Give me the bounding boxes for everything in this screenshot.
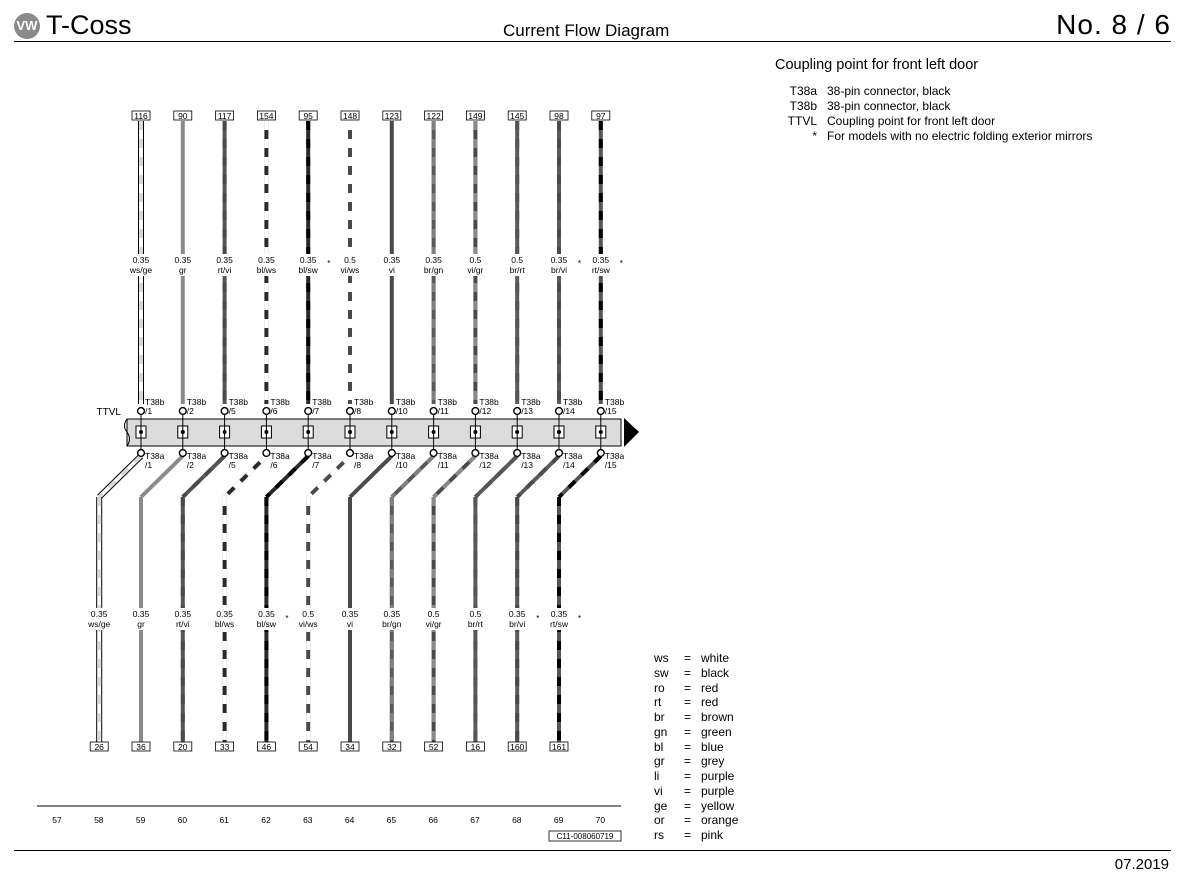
pin-socket-icon bbox=[556, 450, 563, 457]
wire-colour-label: bl/ws bbox=[214, 619, 235, 629]
bottom-ref-label: 16 bbox=[470, 742, 481, 752]
bottom-ref-label: 46 bbox=[261, 742, 272, 752]
brand-name: T-Coss bbox=[46, 10, 132, 40]
wire-colour-label: br/gn bbox=[382, 619, 402, 629]
pin-socket-icon bbox=[179, 408, 186, 415]
wire-colour-label: ws/ge bbox=[88, 619, 111, 629]
pin-dot-icon bbox=[306, 430, 310, 434]
equals-sign: = bbox=[684, 828, 692, 842]
wire-colour-label: br/vi bbox=[509, 619, 526, 629]
wire-size-label: 0.35 bbox=[550, 255, 568, 265]
top-ref-label: 90 bbox=[178, 111, 188, 121]
top-ref-label: 148 bbox=[342, 111, 358, 121]
bottom-connector-label: T38a bbox=[312, 451, 332, 461]
colour-name: white bbox=[701, 651, 730, 665]
wire-size-label: 0.35 bbox=[216, 255, 233, 265]
reference-code: C11-008060719 bbox=[556, 832, 614, 841]
colour-name: black bbox=[701, 665, 730, 680]
bottom-connector-label: T38a bbox=[521, 451, 541, 461]
legend-code: TTVL bbox=[787, 114, 817, 128]
legend-code: T38b bbox=[789, 99, 817, 113]
colour-name: brown bbox=[701, 710, 734, 724]
column-number: 57 bbox=[52, 815, 62, 825]
pin-dot-icon bbox=[599, 430, 603, 434]
document-number: No. 8 / 6 bbox=[1056, 9, 1171, 40]
pin-socket-icon bbox=[430, 450, 437, 457]
wire-colour-label: gr bbox=[137, 619, 145, 629]
column-number: 66 bbox=[428, 815, 438, 825]
lower-wire bbox=[266, 456, 308, 747]
footer-rule bbox=[14, 850, 1171, 851]
wire-size-label: 0.35 bbox=[174, 255, 192, 265]
pin-socket-icon bbox=[305, 408, 312, 415]
top-connector-label: T38b bbox=[604, 397, 625, 407]
pin-socket-icon bbox=[472, 450, 479, 457]
top-ref-label: 149 bbox=[468, 111, 483, 121]
asterisk-mark: * bbox=[578, 259, 582, 268]
bottom-connector-label: T38a bbox=[395, 451, 416, 461]
legend-text: 38-pin connector, black bbox=[827, 84, 951, 98]
column-number: 60 bbox=[177, 815, 188, 825]
pin-socket-icon bbox=[263, 408, 270, 415]
top-pin-label: /5 bbox=[228, 406, 236, 416]
wire-size-label: 0.35 bbox=[341, 609, 359, 619]
wire-colour-label: vi bbox=[388, 265, 395, 275]
pin-dot-icon bbox=[139, 430, 143, 434]
pin-socket-icon bbox=[263, 450, 270, 457]
top-pin-label: /2 bbox=[186, 406, 194, 416]
top-pin-label: /14 bbox=[563, 406, 575, 416]
vw-logo-icon: VW bbox=[14, 13, 40, 39]
wire-size-label: 0.35 bbox=[258, 255, 275, 265]
equals-sign: = bbox=[684, 783, 692, 798]
pin-dot-icon bbox=[264, 430, 268, 434]
wire-size-label: 0.35 bbox=[383, 609, 401, 619]
legend-title: Coupling point for front left door bbox=[775, 57, 979, 73]
pin-socket-icon bbox=[388, 450, 395, 457]
column-number: 59 bbox=[135, 815, 146, 825]
bottom-pin-label: /8 bbox=[354, 460, 362, 470]
pin-socket-icon bbox=[221, 450, 228, 457]
connector-label-ttvl: TTVL bbox=[96, 407, 121, 418]
top-connector-label: T38b bbox=[186, 397, 207, 407]
bottom-pin-label: /10 bbox=[395, 460, 408, 470]
asterisk-mark: * bbox=[536, 614, 540, 623]
pin-socket-icon bbox=[138, 450, 145, 457]
pin-socket-icon bbox=[597, 450, 604, 457]
pin-socket-icon bbox=[347, 450, 354, 457]
equals-sign: = bbox=[684, 739, 692, 754]
bottom-connector-label: T38a bbox=[145, 451, 165, 461]
lower-wire bbox=[475, 456, 517, 747]
wire-colour-label: br/vi bbox=[550, 265, 568, 275]
bottom-ref-label: 160 bbox=[510, 742, 525, 752]
bottom-ref-label: 26 bbox=[94, 742, 104, 752]
colour-name: red bbox=[701, 680, 719, 695]
wire-size-label: 0.5 bbox=[469, 609, 482, 619]
equals-sign: = bbox=[684, 769, 692, 783]
bottom-pin-label: /2 bbox=[186, 460, 194, 470]
pin-socket-icon bbox=[430, 408, 437, 415]
colour-code: bl bbox=[654, 739, 664, 754]
colour-code: rt bbox=[654, 695, 662, 710]
wire-size-label: 0.35 bbox=[174, 609, 192, 619]
bottom-connector-label: T38a bbox=[270, 451, 290, 461]
top-connector-label: T38b bbox=[312, 397, 332, 407]
bottom-pin-label: /5 bbox=[228, 460, 236, 470]
asterisk-mark: * bbox=[285, 614, 289, 623]
top-ref-label: 145 bbox=[510, 111, 525, 121]
top-ref-label: 95 bbox=[303, 111, 313, 121]
top-connector-label: T38b bbox=[479, 397, 499, 407]
top-pin-label: /11 bbox=[437, 406, 449, 416]
colour-code: br bbox=[654, 710, 665, 724]
pin-socket-icon bbox=[597, 408, 604, 415]
wire-size-label: 0.35 bbox=[132, 609, 150, 619]
colour-code: ws bbox=[654, 651, 669, 665]
top-ref-label: 123 bbox=[384, 111, 399, 121]
legend-code: * bbox=[812, 129, 817, 143]
top-pin-label: /10 bbox=[395, 406, 408, 416]
equals-sign: = bbox=[684, 724, 692, 739]
wire-size-label: 0.35 bbox=[299, 255, 317, 265]
equals-sign: = bbox=[684, 754, 692, 769]
wire-size-label: 0.35 bbox=[592, 255, 610, 265]
bottom-pin-label: /6 bbox=[270, 460, 278, 470]
bottom-pin-label: /14 bbox=[563, 460, 575, 470]
bottom-connector-label: T38a bbox=[563, 451, 583, 461]
colour-code: rs bbox=[654, 828, 664, 842]
wire-colour-label: vi/ws bbox=[298, 619, 318, 629]
wire-size-label: 0.35 bbox=[425, 255, 442, 265]
lower-wire bbox=[559, 456, 601, 747]
top-connector-label: T38b bbox=[437, 397, 457, 407]
wire-size-label: 0.35 bbox=[508, 609, 526, 619]
equals-sign: = bbox=[684, 710, 692, 724]
top-ref-label: 122 bbox=[426, 111, 441, 121]
column-number: 69 bbox=[553, 815, 564, 825]
top-connector-label: T38b bbox=[145, 397, 165, 407]
top-pin-label: /6 bbox=[270, 406, 278, 416]
pin-dot-icon bbox=[348, 430, 352, 434]
pin-socket-icon bbox=[514, 408, 521, 415]
column-number: 70 bbox=[595, 815, 606, 825]
bottom-connector-label: T38a bbox=[354, 451, 374, 461]
legend-text: 38-pin connector, black bbox=[827, 99, 951, 113]
top-connector-label: T38b bbox=[395, 397, 416, 407]
top-pin-label: /1 bbox=[145, 406, 153, 416]
wire-colour-label: rt/vi bbox=[175, 619, 190, 629]
lower-wire bbox=[308, 456, 350, 747]
equals-sign: = bbox=[684, 651, 692, 665]
bus-arrow-icon bbox=[624, 418, 639, 447]
colour-code: sw bbox=[654, 665, 669, 680]
bottom-connector-label: T38a bbox=[186, 451, 207, 461]
column-number: 61 bbox=[219, 815, 229, 825]
equals-sign: = bbox=[684, 798, 692, 813]
colour-name: orange bbox=[701, 813, 739, 828]
colour-name: blue bbox=[701, 739, 724, 754]
wire-size-label: 0.35 bbox=[132, 255, 150, 265]
colour-name: pink bbox=[701, 828, 724, 842]
top-pin-label: /12 bbox=[479, 406, 492, 416]
wire-size-label: 0.5 bbox=[344, 255, 356, 265]
pin-socket-icon bbox=[514, 450, 521, 457]
wire-size-label: 0.35 bbox=[216, 609, 233, 619]
bottom-pin-label: /13 bbox=[521, 460, 534, 470]
top-ref-label: 117 bbox=[217, 111, 232, 121]
top-pin-label: /8 bbox=[354, 406, 362, 416]
bottom-connector-label: T38a bbox=[437, 451, 457, 461]
pin-dot-icon bbox=[223, 430, 227, 434]
bottom-pin-label: /7 bbox=[312, 460, 320, 470]
colour-code: or bbox=[654, 813, 665, 828]
top-pin-label: /7 bbox=[312, 406, 320, 416]
legend-code: T38a bbox=[789, 84, 817, 98]
footer-date: 07.2019 bbox=[1114, 856, 1169, 873]
top-ref-label: 116 bbox=[134, 111, 148, 121]
colour-code: li bbox=[654, 769, 660, 783]
bottom-ref-label: 32 bbox=[387, 742, 397, 752]
connector-bus bbox=[127, 419, 621, 446]
wire-colour-label: vi/gr bbox=[425, 619, 442, 629]
colour-code: vi bbox=[654, 783, 663, 798]
pin-dot-icon bbox=[432, 430, 436, 434]
pin-dot-icon bbox=[390, 430, 394, 434]
pin-dot-icon bbox=[557, 430, 561, 434]
pin-dot-icon bbox=[473, 430, 477, 434]
colour-name: red bbox=[701, 695, 719, 710]
column-number: 64 bbox=[344, 815, 355, 825]
wire-size-label: 0.35 bbox=[258, 609, 275, 619]
bottom-ref-label: 36 bbox=[136, 742, 146, 752]
wire-size-label: 0.5 bbox=[302, 609, 315, 619]
wire-size-label: 0.5 bbox=[511, 255, 524, 265]
legend-text: For models with no electric folding exterior mirrors bbox=[827, 129, 1093, 143]
wire-colour-label: gr bbox=[179, 265, 187, 275]
pin-socket-icon bbox=[388, 408, 395, 415]
bottom-ref-label: 52 bbox=[428, 742, 439, 752]
colour-name: grey bbox=[701, 754, 725, 769]
column-number: 58 bbox=[94, 815, 104, 825]
equals-sign: = bbox=[684, 813, 692, 828]
wire-colour-label: ws/ge bbox=[129, 265, 153, 275]
wire-colour-label: bl/sw bbox=[256, 619, 277, 629]
pin-socket-icon bbox=[556, 408, 563, 415]
wire-colour-label: vi/ws bbox=[340, 265, 360, 275]
wire-colour-label: bl/ws bbox=[256, 265, 277, 275]
pin-socket-icon bbox=[221, 408, 228, 415]
colour-code: ro bbox=[654, 680, 665, 695]
top-pin-label: /13 bbox=[521, 406, 534, 416]
top-connector-label: T38b bbox=[270, 397, 290, 407]
column-number: 68 bbox=[512, 815, 522, 825]
column-number: 62 bbox=[261, 815, 271, 825]
wire-colour-label: br/gn bbox=[423, 265, 444, 275]
wire-size-label: 0.35 bbox=[383, 255, 401, 265]
wire-colour-label: bl/sw bbox=[298, 265, 318, 275]
pin-dot-icon bbox=[515, 430, 519, 434]
lower-wire bbox=[141, 456, 183, 747]
lower-wire bbox=[225, 456, 267, 747]
bottom-pin-label: /15 bbox=[604, 460, 617, 470]
equals-sign: = bbox=[684, 695, 692, 710]
top-ref-label: 97 bbox=[596, 111, 606, 121]
wire-colour-label: rt/vi bbox=[217, 265, 232, 275]
bottom-pin-label: /11 bbox=[437, 460, 449, 470]
wire-colour-label: br/rt bbox=[509, 265, 525, 275]
asterisk-mark: * bbox=[619, 259, 623, 268]
column-number: 65 bbox=[386, 815, 397, 825]
wire-colour-label: rt/sw bbox=[550, 619, 568, 629]
lower-wire bbox=[99, 456, 141, 747]
bottom-pin-label: /12 bbox=[479, 460, 492, 470]
bottom-pin-label: /1 bbox=[145, 460, 153, 470]
column-number: 67 bbox=[470, 815, 480, 825]
bottom-connector-label: T38a bbox=[604, 451, 625, 461]
legend-text: Coupling point for front left door bbox=[827, 114, 996, 128]
pin-socket-icon bbox=[179, 450, 186, 457]
wire-colour-label: vi bbox=[346, 619, 354, 629]
colour-name: purple bbox=[701, 769, 735, 783]
top-connector-label: T38b bbox=[563, 397, 583, 407]
wire-colour-label: rt/sw bbox=[591, 265, 610, 275]
column-number: 63 bbox=[303, 815, 313, 825]
colour-name: yellow bbox=[701, 798, 735, 813]
colour-code: ge bbox=[654, 798, 668, 813]
top-ref-label: 98 bbox=[554, 111, 564, 121]
lower-wire bbox=[434, 456, 476, 747]
equals-sign: = bbox=[684, 665, 692, 680]
bottom-ref-label: 20 bbox=[178, 742, 188, 752]
lower-wire bbox=[350, 456, 392, 747]
pin-socket-icon bbox=[472, 408, 479, 415]
top-connector-label: T38b bbox=[228, 397, 248, 407]
page-title: Current Flow Diagram bbox=[503, 21, 670, 40]
pin-dot-icon bbox=[181, 430, 185, 434]
top-ref-label: 154 bbox=[259, 111, 274, 121]
bottom-ref-label: 34 bbox=[345, 742, 355, 752]
top-connector-label: T38b bbox=[521, 397, 541, 407]
pin-socket-icon bbox=[138, 408, 145, 415]
bottom-connector-label: T38a bbox=[479, 451, 499, 461]
pin-socket-icon bbox=[305, 450, 312, 457]
wire-size-label: 0.35 bbox=[550, 609, 568, 619]
asterisk-mark: * bbox=[578, 614, 582, 623]
equals-sign: = bbox=[684, 680, 692, 695]
bottom-connector-label: T38a bbox=[228, 451, 248, 461]
lower-wire bbox=[517, 456, 559, 747]
wire-colour-label: br/rt bbox=[467, 619, 483, 629]
bottom-ref-label: 33 bbox=[219, 742, 230, 752]
lower-wire bbox=[183, 456, 225, 747]
wire-size-label: 0.35 bbox=[90, 609, 108, 619]
wire-size-label: 0.5 bbox=[469, 255, 482, 265]
wire-size-label: 0.5 bbox=[427, 609, 440, 619]
top-connector-label: T38b bbox=[354, 397, 374, 407]
wire-colour-label: vi/gr bbox=[467, 265, 484, 275]
top-pin-label: /15 bbox=[604, 406, 617, 416]
colour-name: green bbox=[701, 724, 732, 739]
colour-code: gr bbox=[654, 754, 665, 769]
bottom-ref-label: 54 bbox=[303, 742, 313, 752]
colour-name: purple bbox=[701, 783, 735, 798]
bottom-ref-label: 161 bbox=[551, 742, 567, 752]
asterisk-mark: * bbox=[327, 259, 331, 268]
pin-socket-icon bbox=[347, 408, 354, 415]
lower-wire bbox=[392, 456, 434, 747]
colour-code: gn bbox=[654, 724, 668, 739]
